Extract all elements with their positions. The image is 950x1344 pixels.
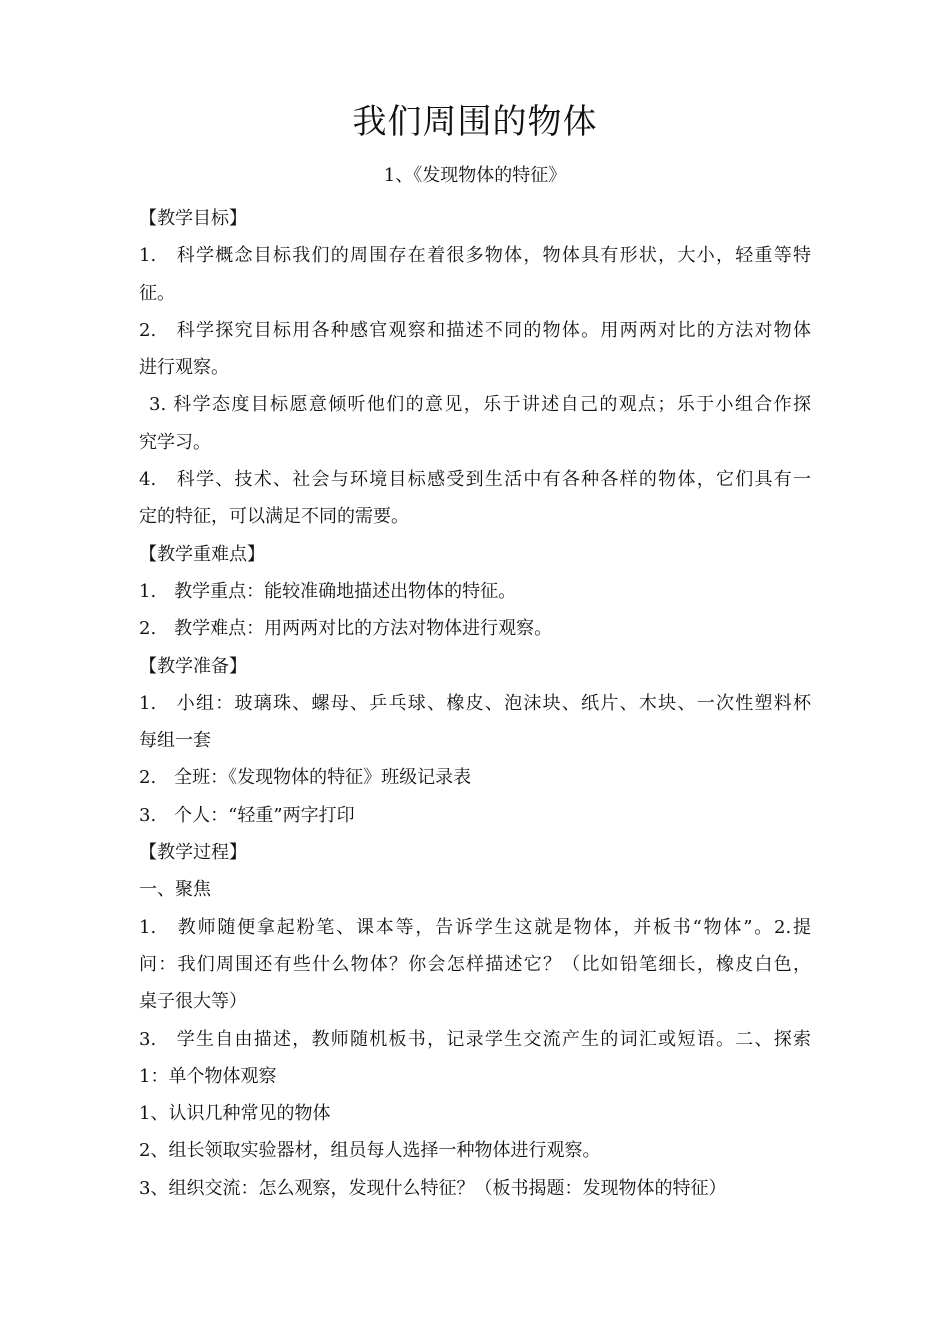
text-line: 2. 教学难点：用两两对比的方法对物体进行观察。 <box>139 618 553 640</box>
text-line: 【教学重难点】 <box>139 543 265 565</box>
text-line: 进行观察。 <box>139 357 229 379</box>
text-line: 每组一套 <box>139 730 211 752</box>
text-line: 一、聚焦 <box>139 879 211 901</box>
text-line: 1、认识几种常见的物体 <box>139 1103 331 1125</box>
document-body <box>139 200 811 1207</box>
text-line: 桌子很大等） <box>139 991 247 1013</box>
text-line: 【教学准备】 <box>139 655 247 677</box>
document-subtitle: 1、《发现物体的特征》 <box>383 165 567 186</box>
text-line: 3. 科学态度目标愿意倾听他们的意见，乐于讲述自己的观点；乐于小组合作探 <box>149 394 811 416</box>
document-title: 我们周围的物体 <box>352 102 598 142</box>
text-line: 2. 全班：《发现物体的特征》班级记录表 <box>139 767 472 789</box>
text-line: 3、组织交流：怎么观察，发现什么特征？（板书揭题：发现物体的特征） <box>139 1177 727 1199</box>
text-line: 定的特征，可以满足不同的需要。 <box>139 506 409 528</box>
text-line: 3. 学生自由描述，教师随机板书，记录学生交流产生的词汇或短语。二、探索 <box>139 1028 811 1050</box>
text-line: 1. 教师随便拿起粉笔、课本等，告诉学生这就是物体，并板书“物体”。2.提 <box>139 916 811 938</box>
text-line: 征。 <box>139 282 175 304</box>
text-line: 1：单个物体观察 <box>139 1065 277 1087</box>
text-line: 2、组长领取实验器材，组员每人选择一种物体进行观察。 <box>139 1140 601 1162</box>
text-line: 3. 个人：“轻重”两字打印 <box>139 804 355 826</box>
text-line: 1. 教学重点：能较准确地描述出物体的特征。 <box>139 580 517 602</box>
text-line: 究学习。 <box>139 431 211 453</box>
text-line: 4. 科学、技术、社会与环境目标感受到生活中有各种各样的物体，它们具有一 <box>139 469 811 491</box>
text-line: 【教学目标】 <box>139 208 247 229</box>
text-line: 【教学过程】 <box>139 842 247 864</box>
text-line: 问：我们周围还有些什么物体？你会怎样描述它？（比如铅笔细长，橡皮白色， <box>139 953 811 975</box>
text-line: 2. 科学探究目标用各种感官观察和描述不同的物体。用两两对比的方法对物体 <box>139 319 811 341</box>
text-line: 1. 小组：玻璃珠、螺母、乒乓球、橡皮、泡沫块、纸片、木块、一次性塑料杯 <box>139 692 811 714</box>
text-line: 1. 科学概念目标我们的周围存在着很多物体，物体具有形状，大小，轻重等特 <box>139 245 811 267</box>
